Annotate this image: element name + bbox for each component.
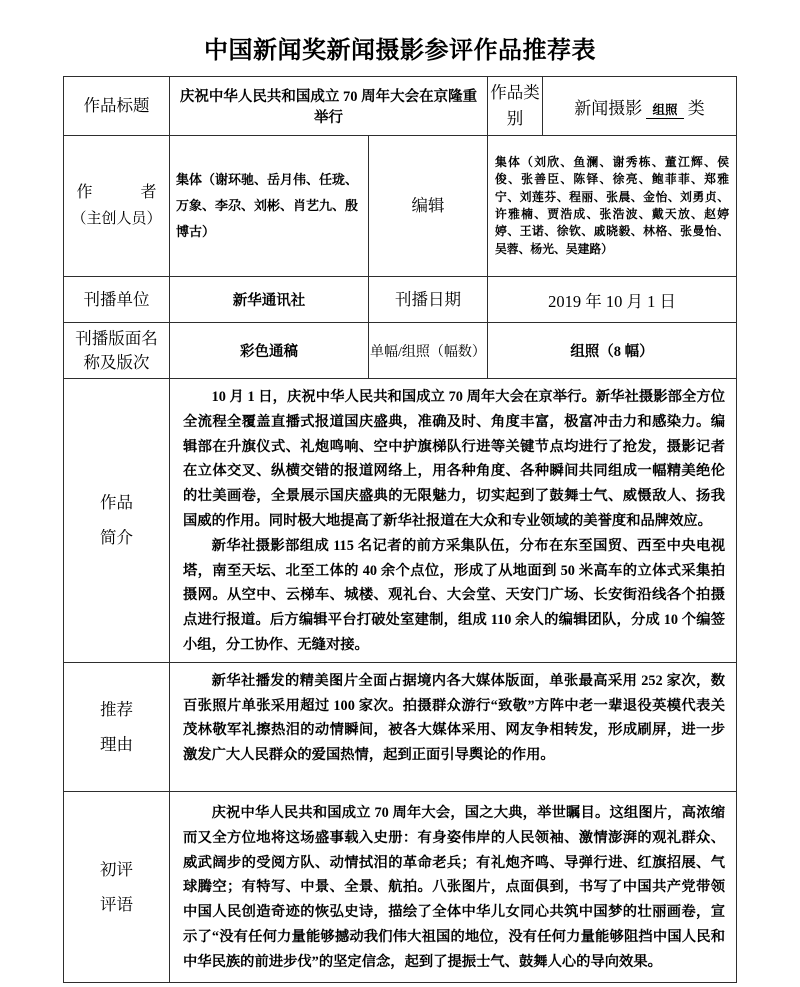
row-review [64,791,737,982]
review-paragraph-1: 庆祝中华人民共和国成立 70 周年大会，国之大典，举世瞩目。这组图片，高浓缩而又全方位地将这场盛事载入史册：有身姿伟岸的人民领袖、激情澎湃的观礼群众、威武阔步的受阅方队、动情拭泪的革命老兵；有礼炮齐鸣、导弹行进、红旗招展、气球腾空；有特写、中景、全景、航拍。八张图片，点面俱到，书写了中国共产党带领中国人民创造奇迹的恢弘史诗，描绘了全体中华儿女同心共筑中国梦的壮丽画卷，宣示了“没有任何力量能够撼动我们伟大祖国的地位，没有任何力量能够阻挡中国人民和中华民族的前进步伐”的坚定信念，起到了提振士气、鼓舞人心的导向效果。 [183,804,725,970]
page-layout-value: 彩色通稿 [170,323,369,379]
editor-value: 集体（刘欣、鱼澜、谢秀栋、董江辉、侯俊、张善臣、陈铎、徐亮、鲍菲菲、郑雅宁、刘莲芬、程丽、张晨、金怡、刘勇贞、许雅楠、贾浩成、张浩波、戴天放、赵婷婷、王诺、徐钦、戚晓毅、林格、张曼怡、吴蓉、杨光、吴建路） [488,136,737,277]
row-intro [64,379,737,663]
reason-paragraph-1: 新华社播发的精美图片全面占据境内各大媒体版面，单张最高采用 252 家次，数百张照片单张采用超过 100 家次。拍摄群众游行“致敬”方阵中老一辈退役英模代表关茂林敬军礼擦热泪的动情瞬间，被各大媒体采用、网友争相转发，形成刷屏，进一步激发广大人民群众的爱国热情，起到正面引导舆论的作用。 [183,672,725,764]
photo-count-label: 单幅/组照（幅数） [369,323,488,379]
intro-label-line2: 简介 [100,528,133,548]
category-label: 作品类别 [488,77,543,136]
reason-label-line2: 理由 [100,734,133,754]
work-title-value: 庆祝中华人民共和国成立 70 周年大会在京隆重举行 [170,77,488,136]
row-authors [64,136,737,277]
intro-label [64,379,170,663]
intro-paragraph-1: 10 月 1 日，庆祝中华人民共和国成立 70 周年大会在京举行。新华社摄影部全方位全流程全覆盖直播式报道国庆盛典，准确及时、角度丰富，极富冲击力和感染力。编辑部在升旗仪式、礼炮鸣响、空中护旗梯队行进等关键节点均进行了抢发，摄影记者在立体交叉、纵横交错的报道网络上，用各种角度、各种瞬间共同组成一幅精美绝伦的壮美画卷，全景展示国庆盛典的无限魅力，切实起到了鼓舞士气、威慑敌人、扬我国威的作用。同时极大地提高了新华社报道在大众和专业领域的美誉度和品牌效应。 [183,389,725,529]
editor-label: 编辑 [369,136,488,277]
page-title: 中国新闻奖新闻摄影参评作品推荐表 [204,37,596,64]
review-label-line1: 初评 [100,859,133,879]
row-reason [64,662,737,791]
reason-label-line1: 推荐 [100,699,133,719]
row-publish [64,277,737,323]
review-label-line2: 评语 [100,894,133,914]
category-value [543,77,737,136]
category-prefix: 新闻摄影 [574,98,643,118]
authors-label-line2: （主创人员） [71,211,162,227]
authors-value: 集体（谢环驰、岳月伟、任珑、万象、李尕、刘彬、肖艺九、殷博古） [170,136,369,277]
row-page-layout [64,323,737,379]
row-work-title [64,77,737,136]
intro-paragraph-2: 新华社摄影部组成 115 名记者的前方采集队伍，分布在东至国贸、西至中央电视塔，南至天坛、北至工体的 40 余个点位，形成了从地面到 50 米高车的立体式采集拍摄网。从空中、云梯车、城楼、观礼台、大会堂、天安门广场、长安街沿线各个拍摄点进行报道。后方编辑平台打破处室建制，组成 110 余人的编辑团队，分成 10 个编签小组，分工协作、无缝对接。 [183,537,725,653]
intro-label-line1: 作品 [100,493,133,513]
publish-unit-label: 刊播单位 [64,277,170,323]
review-label [64,791,170,982]
authors-label [64,136,170,277]
publish-unit-value: 新华通讯社 [170,277,369,323]
review-text [170,791,737,982]
authors-label-line1: 作 者 [76,184,157,201]
category-fill-underlined: 组照 [646,103,683,119]
reason-text [170,662,737,791]
photo-count-value: 组照（8 幅） [488,323,737,379]
publish-date-value: 2019 年 10 月 1 日 [488,277,737,323]
category-suffix: 类 [687,98,705,118]
reason-label [64,662,170,791]
publish-date-label: 刊播日期 [369,277,488,323]
recommendation-form-table [63,76,737,983]
page-layout-label: 刊播版面名称及版次 [64,323,170,379]
work-title-label: 作品标题 [64,77,170,136]
intro-text [170,379,737,663]
